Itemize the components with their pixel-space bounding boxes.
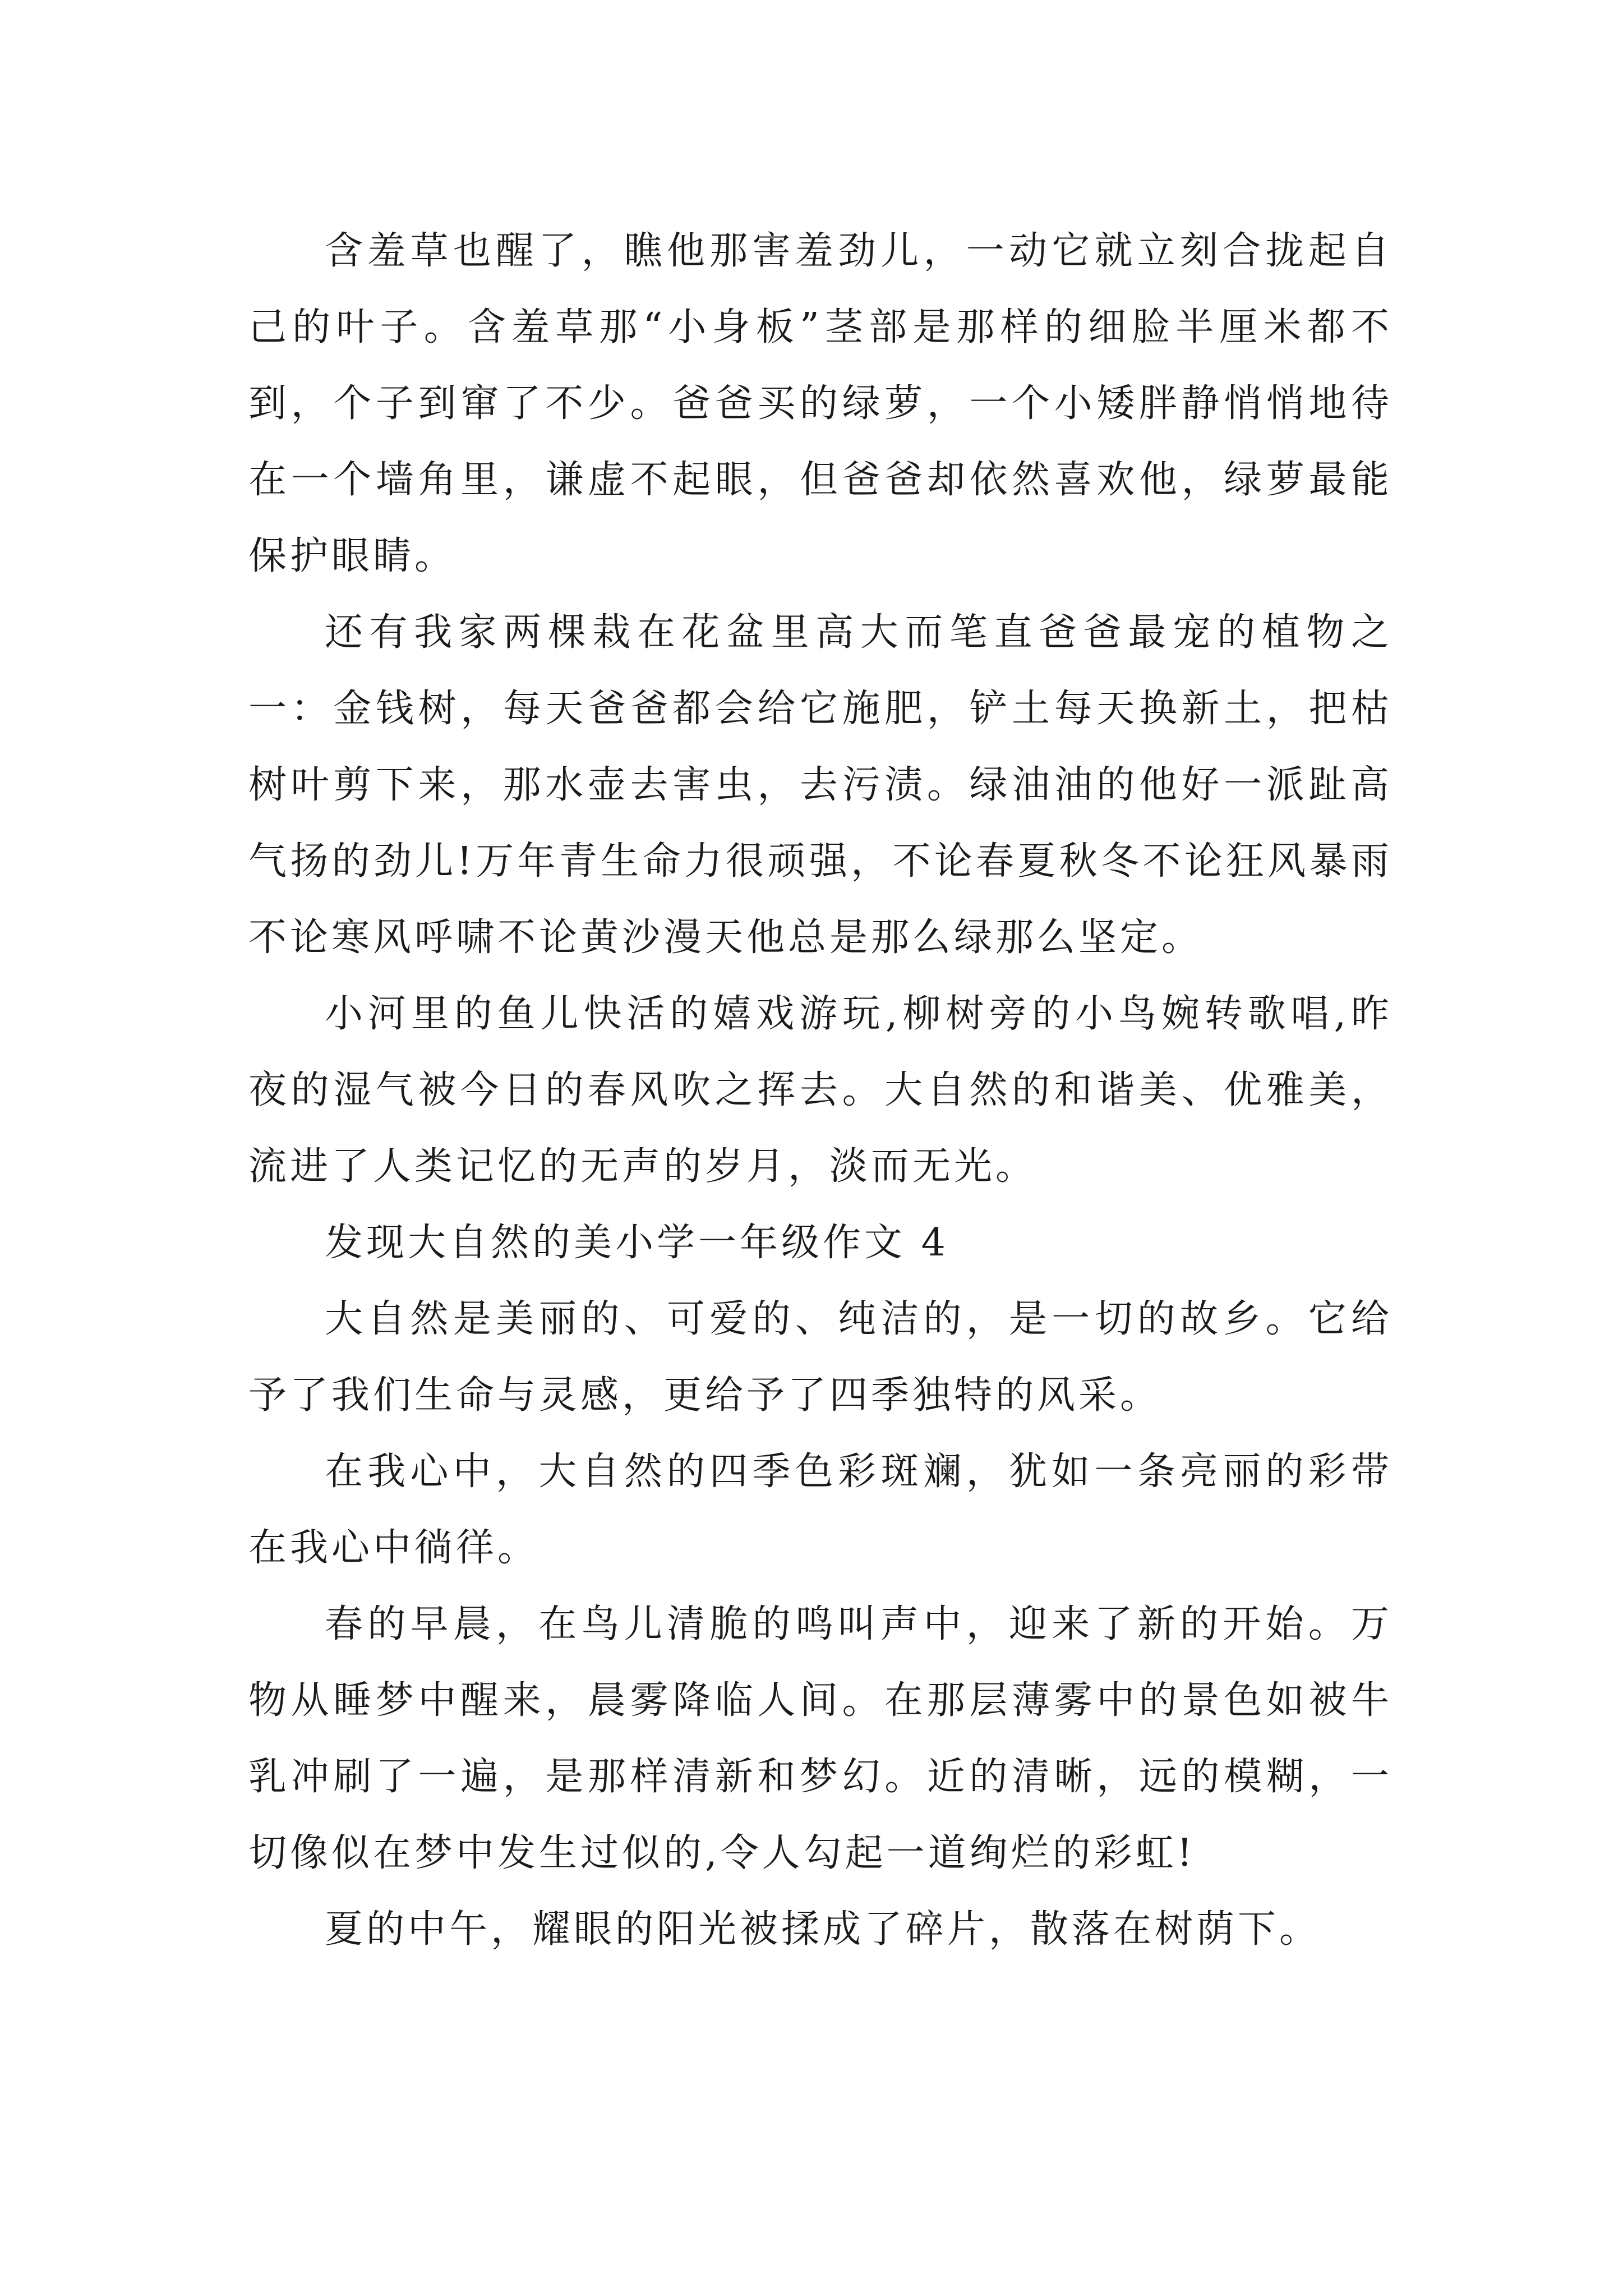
essay-heading: 发现大自然的美小学一年级作文 4 [325, 1221, 949, 1265]
paragraph-nature-intro: 大自然是美丽的、可爱的、纯洁的，是一切的故乡。它给予了我们生命与灵感，更给予了四季独特的风采。 [248, 1297, 1393, 1418]
paragraph-mimosa: 含羞草也醒了，瞧他那害羞劲儿，一动它就立刻合拢起自己的叶子。含羞草那“小身板”茎部是那样的细脸半厘米都不到，个子到窜了不少。爸爸买的绿萝，一个小矮胖静悄悄地待在一个墙角里，谦虚不起眼，但爸爸却依然喜欢他，绿萝最能保护眼睛。 [248, 229, 1393, 578]
paragraph-river: 小河里的鱼儿快活的嬉戏游玩,柳树旁的小鸟婉转歌唱,昨夜的湿气被今日的春风吹之挥去。大自然的和谐美、优雅美，流进了人类记忆的无声的岁月，淡而无光。 [248, 992, 1393, 1189]
paragraph-four-seasons: 在我心中，大自然的四季色彩斑斓，犹如一条亮丽的彩带在我心中徜徉。 [248, 1450, 1393, 1570]
document-body [248, 213, 1393, 1968]
paragraph-money-tree: 还有我家两棵栽在花盆里高大而笔直爸爸最宠的植物之一：金钱树，每天爸爸都会给它施肥，铲土每天换新土，把枯树叶剪下来，那水壶去害虫，去污渍。绿油油的他好一派趾高气扬的劲儿!万年青生命力很顽强，不论春夏秋冬不论狂风暴雨不论寒风呼啸不论黄沙漫天他总是那么绿那么坚定。 [248, 610, 1393, 960]
paragraph-summer: 夏的中午，耀眼的阳光被揉成了碎片，散落在树荫下。 [325, 1907, 1321, 1952]
paragraph-spring: 春的早晨，在鸟儿清脆的鸣叫声中，迎来了新的开始。万物从睡梦中醒来，晨雾降临人间。在那层薄雾中的景色如被牛乳冲刷了一遍，是那样清新和梦幻。近的清晰，远的模糊，一切像似在梦中发生过似的,令人勾起一道绚烂的彩虹! [248, 1602, 1393, 1875]
